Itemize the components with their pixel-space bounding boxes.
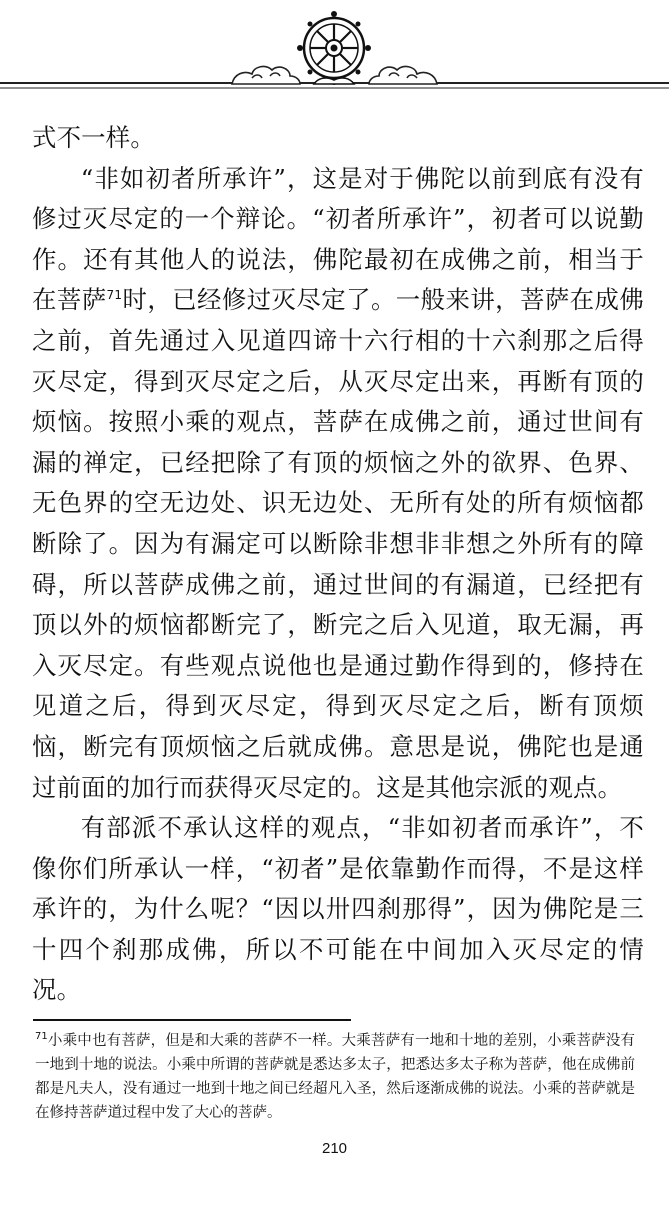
footnote-divider bbox=[33, 1019, 351, 1021]
main-text bbox=[32, 118, 644, 1011]
page-header bbox=[0, 0, 669, 100]
footnote bbox=[35, 1029, 635, 1125]
paragraph-2-text-b: 时，已经修过灭尽定了。一般来讲，菩萨在成佛之前，首先通过入见道四谛十六行相的十六刹那之后得灭尽定，得到灭尽定之后，从灭尽定出来，再断有顶的烦恼。按照小乘的观点，菩萨在成佛之前，通过世间有漏的禅定，已经把除了有顶的烦恼之外的欲界、色界、无色界的空无边处、识无边处、无所有处的所有烦恼都断除了。因为有漏定可以断除非想非非想之外所有的障碍，所以菩萨成佛之前，通过世间的有漏道，已经把有顶以外的烦恼都断完了，断完之后入见道，取无漏，再入灭尽定。有些观点说他也是通过勤作得到的，修持在见道之后，得到灭尽定，得到灭尽定之后，断有顶烦恼，断完有顶烦恼之后就成佛。意思是说，佛陀也是通过前面的加行而获得灭尽定的。这是其他宗派的观点。 bbox=[32, 285, 644, 802]
footnote-mark: 71 bbox=[35, 1031, 48, 1043]
paragraph-2-text-a: “非如初者所承许”，这是对于佛陀以前到底有没有修过灭尽定的一个辩论。“初者所承许”，初者可以说勤作。还有其他人的说法，佛陀最初在成佛之前，相当于在菩萨 bbox=[32, 163, 644, 315]
paragraph-3: 有部派不承认这样的观点，“非如初者而承许”，不像你们所承认一样，“初者”是依靠勤作而得，不是这样承许的，为什么呢？“因以卅四刹那得”，因为佛陀是三十四个刹那成佛，所以不可能在中间加入灭尽定的情况。 bbox=[32, 813, 644, 1005]
dharma-wheel-icon bbox=[297, 11, 371, 85]
paragraph-2 bbox=[32, 159, 644, 809]
footnote-reference[interactable]: 71 bbox=[106, 288, 123, 303]
auspicious-cloud-icon bbox=[369, 67, 437, 84]
auspicious-cloud-icon bbox=[232, 67, 300, 84]
paragraph-1: 式不一样。 bbox=[32, 123, 155, 152]
footnote-text: 小乘中也有菩萨，但是和大乘的菩萨不一样。大乘菩萨有一地和十地的差别，小乘菩萨没有一地到十地的说法。小乘中所谓的菩萨就是悉达多太子，把悉达多太子称为菩萨，他在成佛前都是凡夫人，没有通过一地到十地之间已经超凡入圣，然后逐渐成佛的说法。小乘的菩萨就是在修持菩萨道过程中发了大心的菩萨。 bbox=[35, 1033, 635, 1121]
page-number: 210 bbox=[321, 1140, 348, 1157]
header-ornament bbox=[0, 0, 669, 100]
